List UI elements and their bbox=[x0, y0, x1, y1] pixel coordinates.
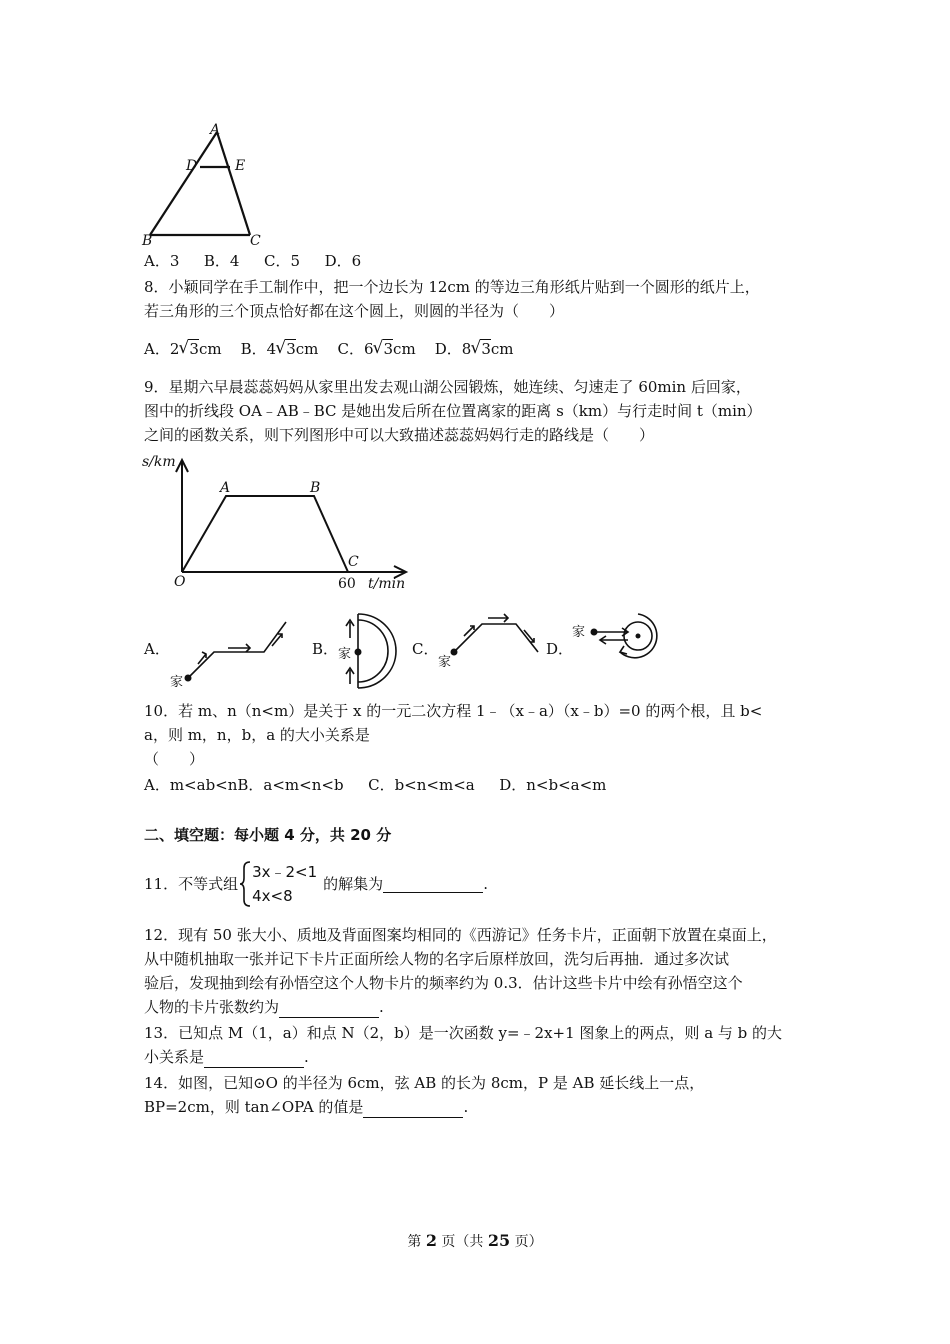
q8-option-a: A．2√ 3cm bbox=[144, 340, 222, 358]
sqrt-sign: √ 3 bbox=[471, 338, 491, 360]
label-e: E bbox=[235, 158, 246, 174]
point-a-label: A bbox=[220, 480, 231, 496]
q10-line1: 10．若 m、n（n<m）是关于 x 的一元二次方程 1﹣（x﹣a）（x﹣b）=0 的两个根，且 b< bbox=[144, 702, 763, 720]
page-footer: 第 2 页（共 25 页） bbox=[407, 1231, 543, 1250]
q8-line1: 8．小颖同学在手工制作中，把一个边长为 12cm 的等边三角形纸片贴到一个圆形的纸片上， bbox=[144, 278, 760, 296]
triangle-figure bbox=[138, 120, 268, 250]
home-label: 家 bbox=[438, 655, 452, 670]
point-b-label: B bbox=[310, 480, 321, 496]
home-label: 家 bbox=[170, 675, 184, 690]
inequality-2: 4x<8 bbox=[252, 887, 293, 905]
q13-line1: 13．已知点 M（1，a）和点 N（2，b）是一次函数 y=﹣2x+1 图象上的两点，则 a 与 b 的大 bbox=[144, 1024, 783, 1042]
label-c: C bbox=[250, 233, 261, 249]
q12-answer-blank[interactable] bbox=[279, 1001, 379, 1018]
q13-line2: 小关系是 . bbox=[144, 1048, 309, 1066]
sqrt-sign: √ 3 bbox=[179, 338, 199, 360]
q9-option-b-label: B． bbox=[312, 640, 339, 658]
x-axis-label: t/min bbox=[368, 576, 406, 592]
q8-option-c: C．6√ 3cm bbox=[337, 340, 415, 358]
point-c-label: C bbox=[348, 554, 359, 570]
page-total: 25 bbox=[487, 1231, 511, 1250]
route-c-figure bbox=[436, 612, 546, 672]
x-tick-60: 60 bbox=[338, 576, 356, 592]
inequality-1: 3x﹣2<1 bbox=[252, 863, 318, 881]
q8-option-d: D．8√ 3cm bbox=[435, 340, 514, 358]
q10-line2: a，则 m，n，b，a 的大小关系是 bbox=[144, 726, 370, 744]
q10-line3: （ ） bbox=[144, 750, 205, 768]
q9-line1: 9．星期六早晨蕊蕊妈妈从家里出发去观山湖公园锻炼，她连续、匀速走了 60min 后回家， bbox=[144, 378, 751, 396]
route-a-figure bbox=[168, 610, 298, 690]
q11-prefix: 11．不等式组 bbox=[144, 875, 239, 893]
route-b-figure bbox=[334, 608, 414, 694]
q13-answer-blank[interactable] bbox=[204, 1051, 304, 1068]
inequality-system bbox=[238, 860, 317, 908]
label-d: D bbox=[186, 158, 198, 174]
page-number: 2 bbox=[425, 1231, 437, 1250]
q12-line3: 验后，发现抽到绘有孙悟空这个人物卡片的频率约为 0.3．估计这些卡片中绘有孙悟空这个 bbox=[144, 974, 743, 992]
q14-answer-blank[interactable] bbox=[363, 1101, 463, 1118]
sqrt-sign: √ 3 bbox=[276, 338, 296, 360]
home-label: 家 bbox=[338, 647, 352, 662]
q11: 11．不等式组 3x﹣2<1 4x<8 的解集为 . bbox=[144, 860, 488, 908]
q8-option-b: B．4√ 3cm bbox=[241, 340, 319, 358]
distance-time-graph bbox=[138, 452, 418, 597]
q11-answer-blank[interactable] bbox=[383, 876, 483, 893]
route-d-figure bbox=[570, 608, 674, 678]
q8-options bbox=[144, 338, 514, 360]
label-a: A bbox=[210, 122, 221, 138]
q12-line4: 人物的卡片张数约为 . bbox=[144, 998, 384, 1016]
q8-line2: 若三角形的三个顶点恰好都在这个圆上，则圆的半径为（ ） bbox=[144, 302, 565, 320]
q10-options: A．m<ab<nB．a<m<n<b C．b<n<m<a D．n<b<a<m bbox=[144, 776, 607, 794]
q7-options: A．3 B．4 C．5 D．6 bbox=[144, 252, 362, 270]
q9-option-a-label: A． bbox=[144, 640, 170, 658]
q9-option-d-label: D． bbox=[546, 640, 574, 658]
q9-line2: 图中的折线段 OA﹣AB﹣BC 是她出发后所在位置离家的距离 s（km）与行走时间 t（min） bbox=[144, 402, 762, 420]
q9-option-c-label: C． bbox=[412, 640, 439, 658]
q11-suffix: 的解集为 bbox=[323, 875, 384, 893]
home-label: 家 bbox=[572, 625, 586, 640]
q9-line3: 之间的函数关系，则下列图形中可以大致描述蕊蕊妈妈行走的路线是（ ） bbox=[144, 426, 655, 444]
q12-line2: 从中随机抽取一张并记下卡片正面所绘人物的名字后原样放回，洗匀后再抽．通过多次试 bbox=[144, 950, 730, 968]
sqrt-sign: √ 3 bbox=[374, 338, 394, 360]
left-brace-icon bbox=[238, 860, 252, 908]
q12-line1: 12．现有 50 张大小、质地及背面图案均相同的《西游记》任务卡片，正面朝下放置在桌面上， bbox=[144, 926, 777, 944]
q14-line1: 14．如图，已知⊙O 的半径为 6cm，弦 AB 的长为 8cm，P 是 AB 延长线上一点， bbox=[144, 1074, 705, 1092]
q14-line2: BP=2cm，则 tan∠OPA 的值是 . bbox=[144, 1098, 469, 1116]
section-heading: 二、填空题：每小题 4 分，共 20 分 bbox=[144, 826, 392, 844]
label-b: B bbox=[142, 233, 153, 249]
y-axis-label: s/km bbox=[142, 454, 176, 470]
origin-label: O bbox=[174, 574, 186, 590]
